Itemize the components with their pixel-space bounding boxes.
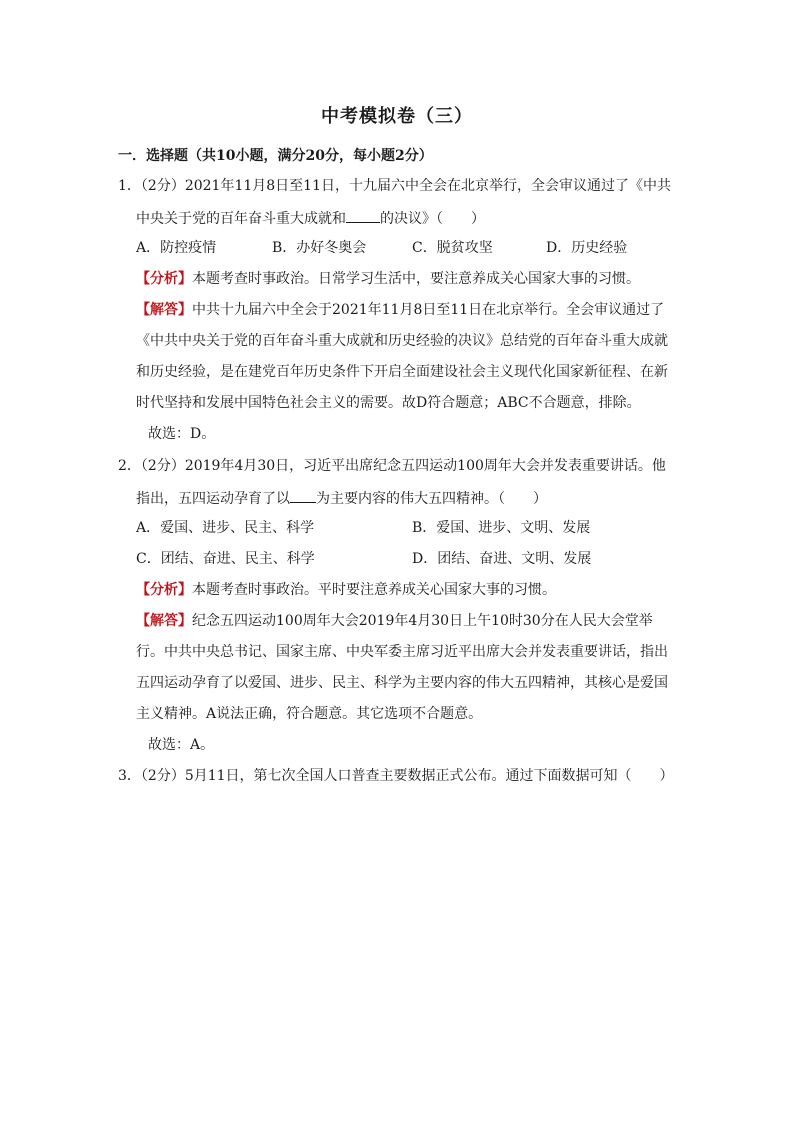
q2-answer-line1 bbox=[136, 611, 653, 631]
q1-stem-line1: 1．（2分）2021年11月8日至11日，十九届六中全会在北京举行，全会审议通过了《中共 bbox=[118, 178, 671, 194]
section-heading: 一．选择题（共10小题，满分20分，每小题2分） bbox=[118, 148, 433, 164]
q2-option-a: A．爱国、进步、民主、科学 bbox=[136, 520, 315, 536]
q1-choice: 故选：D。 bbox=[148, 426, 216, 442]
q1-blank bbox=[346, 207, 380, 223]
q2-option-b: B．爱国、进步、文明、发展 bbox=[412, 520, 591, 536]
q2-analysis bbox=[136, 580, 556, 600]
q1-option-a: A．防控疫情 bbox=[136, 240, 217, 256]
q1-answer-text-1: 中共十九届六中全会于2021年11月8日至11日在北京举行。全会审议通过了 bbox=[192, 302, 665, 318]
q2-choice: 故选：A。 bbox=[148, 737, 215, 753]
q1-answer-line3: 和历史经验，是在建党百年历史条件下开启全面建设社会主义现代化国家新征程、在新 bbox=[136, 364, 668, 380]
q2-blank bbox=[290, 487, 316, 503]
q1-answer-line2: 《中共中央关于党的百年奋斗重大成就和历史经验的决议》总结党的百年奋斗重大成就 bbox=[136, 333, 668, 349]
q2-option-c: C．团结、奋进、民主、科学 bbox=[136, 551, 315, 567]
q2-stem-text-after-blank: 为主要内容的伟大五四精神。（ ） bbox=[316, 491, 547, 507]
q1-option-d: D．历史经验 bbox=[546, 240, 628, 256]
page-title: 中考模拟卷（三） bbox=[321, 106, 473, 127]
q2-answer-line4: 主义精神。A说法正确，符合题意。其它选项不合题意。 bbox=[136, 706, 483, 722]
q2-option-d: D．团结、奋进、文明、发展 bbox=[412, 551, 592, 567]
q2-answer-line2: 行。中共中央总书记、国家主席、中央军委主席习近平出席大会并发表重要讲话，指出 bbox=[136, 644, 668, 660]
q2-answer-text-1: 纪念五四运动100周年大会2019年4月30日上午10时30分在人民大会堂举 bbox=[192, 613, 653, 629]
q2-answer-line3: 五四运动孕育了以爱国、进步、民主、科学为主要内容的伟大五四精神，其核心是爱国 bbox=[136, 675, 668, 691]
q2-stem-line1: 2．（2分）2019年4月30日，习近平出席纪念五四运动100周年大会并发表重要讲话。他 bbox=[118, 458, 666, 474]
q1-stem-text-before-blank: 中央关于党的百年奋斗重大成就和 bbox=[136, 211, 346, 227]
q1-analysis-text: 本题考查时事政治。日常学习生活中，要注意养成关心国家大事的习惯。 bbox=[192, 271, 640, 287]
q2-stem-text-before-blank: 指出，五四运动孕育了以 bbox=[136, 491, 290, 507]
analysis-tag: 【分析】 bbox=[136, 271, 192, 287]
answer-tag: 【解答】 bbox=[136, 302, 192, 318]
q1-answer-line1 bbox=[136, 300, 664, 320]
q1-analysis bbox=[136, 269, 640, 289]
q1-stem-line2 bbox=[136, 207, 485, 229]
q1-answer-line4: 时代坚持和发展中国特色社会主义的需要。故D符合题意；ABC不合题意，排除。 bbox=[136, 395, 641, 411]
q3-stem-line1: 3．（2分）5月11日，第七次全国人口普查主要数据正式公布。通过下面数据可知（ ） bbox=[118, 768, 674, 784]
answer-tag: 【解答】 bbox=[136, 613, 192, 629]
analysis-tag: 【分析】 bbox=[136, 582, 192, 598]
q1-option-b: B．办好冬奥会 bbox=[272, 240, 367, 256]
q2-stem-line2 bbox=[136, 487, 547, 509]
q2-analysis-text: 本题考查时事政治。平时要注意养成关心国家大事的习惯。 bbox=[192, 582, 556, 598]
q1-stem-text-after-blank: 的决议》（ ） bbox=[380, 211, 485, 227]
q1-option-c: C．脱贫攻坚 bbox=[412, 240, 493, 256]
